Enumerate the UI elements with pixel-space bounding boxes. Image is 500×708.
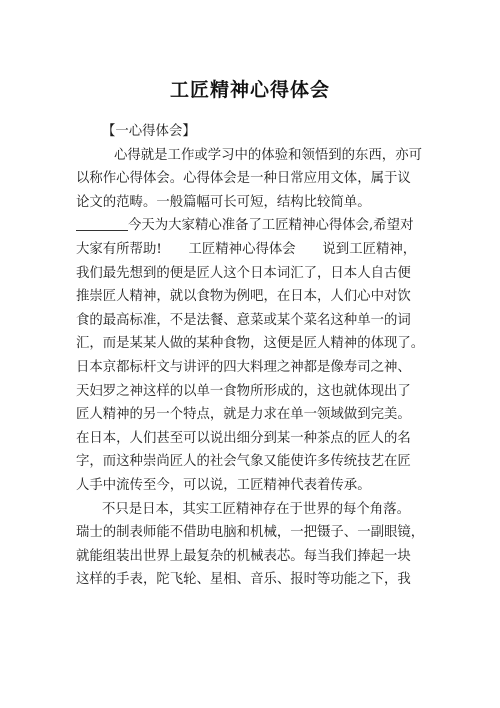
- paragraph-line: 食的最高标准，不是法餐、意菜或某个菜名这种单一的词: [76, 312, 411, 328]
- paragraph-line: 不只是日本，其实工匠精神存在于世界的每个角落。: [102, 501, 410, 517]
- paragraph-line-text: 今天为大家精心准备了工匠精神心得体会,希望对: [128, 218, 414, 234]
- paragraph-line: 以称作心得体会。心得体会是一种日常应用文体，属于议: [76, 171, 411, 187]
- document-body: [76, 120, 424, 592]
- paragraph-line: 这样的手表，陀飞轮、星相、音乐、报时等功能之下，我: [76, 572, 411, 588]
- paragraph-line: 论文的范畴。一般篇幅可长可短，结构比较简单。: [76, 194, 371, 210]
- underline-blank: [76, 216, 128, 231]
- page-title: 工匠精神心得体会: [169, 79, 330, 101]
- paragraph-line: 我们最先想到的便是匠人这个日本词汇了，日本人自古便: [76, 265, 411, 281]
- paragraph-line: 心得就是工作或学习中的体验和领悟到的东西，亦可: [114, 147, 422, 163]
- section-heading: 【一心得体会】: [102, 124, 196, 139]
- paragraph-line: 人手中流传至今，可以说，工匠精神代表着传承。: [76, 477, 371, 493]
- paragraph-line: 在日本，人们甚至可以说出细分到某一种茶点的匠人的名: [76, 430, 411, 446]
- paragraph-line: 匠人精神的另一个特点，就是力求在单一领域做到完美。: [76, 407, 411, 423]
- paragraph-line: 日本京都标杆文与讲评的四大料理之神都是像寿司之神、: [76, 359, 411, 375]
- paragraph-line: [76, 214, 424, 238]
- paragraph-line: 就能组装出世界上最复杂的机械表芯。每当我们捧起一块: [76, 548, 411, 564]
- paragraph-line: 推崇匠人精神，就以食物为例吧，在日本，人们心中对饮: [76, 289, 411, 305]
- paragraph-line: 瑞士的制表师能不借助电脑和机械，一把镊子、一副眼镜，: [76, 525, 424, 541]
- paragraph-line: 字，而这种崇尚匠人的社会气象又能使许多传统技艺在匠: [76, 454, 411, 470]
- paragraph-line: 大家有所帮助! 工匠精神心得体会 说到工匠精神，: [76, 241, 417, 257]
- paragraph-line: 天妇罗之神这样的以单一食物所形成的，这也就体现出了: [76, 383, 411, 399]
- paragraph-line: 汇，而是某某人做的某种食物，这便是匠人精神的体现了。: [76, 336, 424, 352]
